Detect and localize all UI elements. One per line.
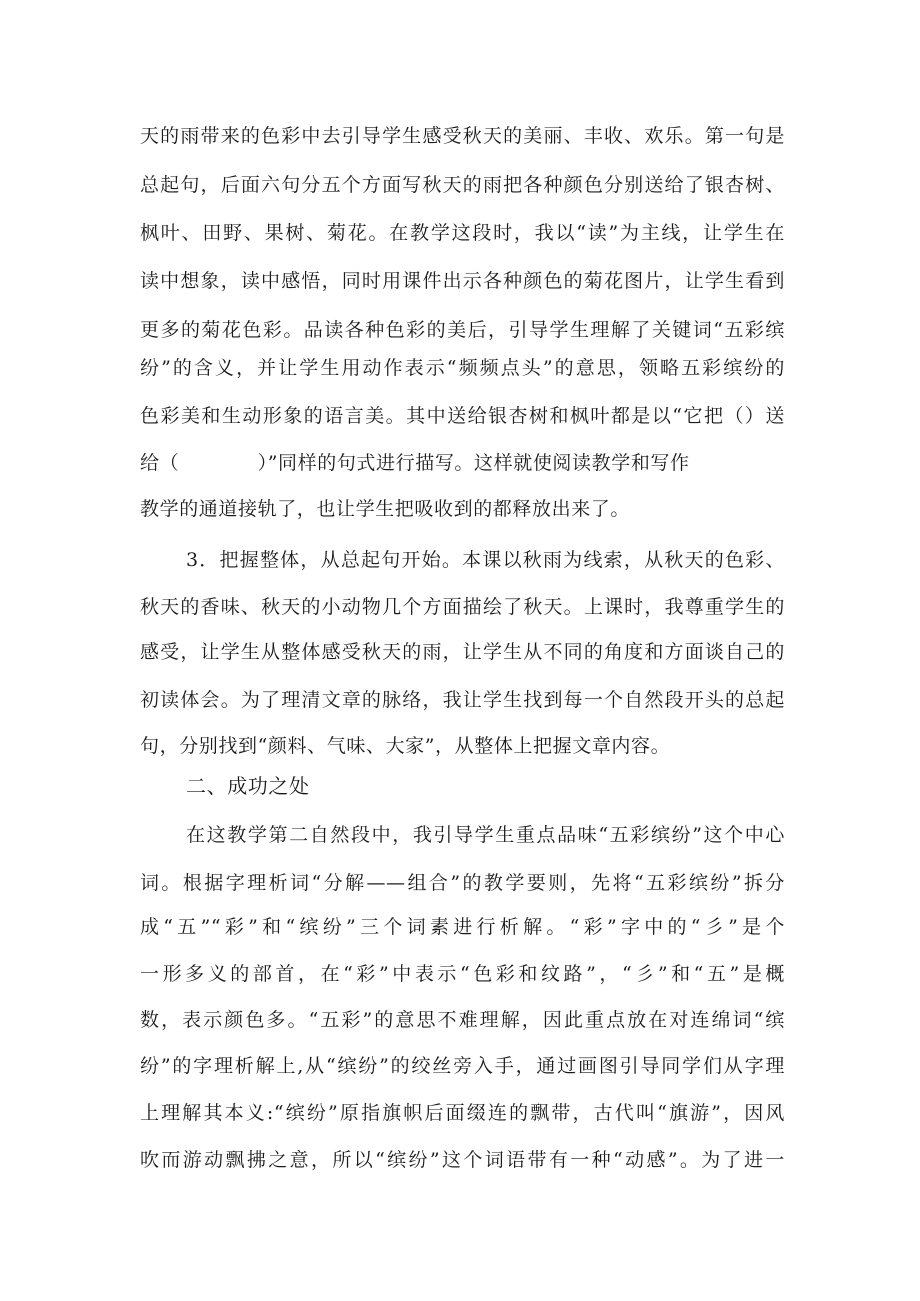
text-line: 更多的菊花色彩。品读各种色彩的美后，引导学生理解了关键词“五彩缤 — [140, 319, 785, 341]
text-line: 感受，让学生从整体感受秋天的雨，让学生从不同的角度和方面谈自己的 — [140, 641, 785, 663]
text-line: 教学的通道接轨了，也让学生把吸收到的都释放出来了。 — [140, 498, 631, 520]
paragraph-start: 在这教学第二自然段中，我引导学生重点品味“五彩缤纷”这个中心 — [186, 824, 785, 846]
text-line: 吹而游动飘拂之意，所以“缤纷”这个词语带有一种“动感”。为了进一 — [140, 1149, 785, 1171]
text-line: 数，表示颜色多。“五彩”的意思不难理解，因此重点放在对连绵词“缤 — [140, 1009, 785, 1031]
text-line: 一形多义的部首，在“彩”中表示“色彩和纹路”，“彡”和“五”是概 — [140, 963, 785, 985]
text-line: 纷”的含义，并让学生用动作表示“频频点头”的意思，领略五彩缤纷的 — [140, 357, 785, 379]
text-line: 成“五”“彩”和“缤纷”三个词素进行析解。“彩”字中的“彡”是个 — [140, 916, 785, 938]
text-line: 枫叶、田野、果树、菊花。在教学这段时，我以“读”为主线，让学生在 — [140, 222, 785, 244]
text-line: 上理解其本义:“缤纷”原指旗帜后面缀连的飘带，古代叫“旗游”，因风 — [140, 1102, 785, 1124]
text-line: 句，分别找到“颜料、气味、大家”，从整体上把握文章内容。 — [140, 735, 671, 757]
text-line: 色彩美和生动形象的语言美。其中送给银杏树和枫叶都是以“它把（）送 — [140, 405, 785, 427]
text-line: 初读体会。为了理清文章的脉络，我让学生找到每一个自然段开头的总起 — [140, 689, 785, 711]
text-line: 秋天的香味、秋天的小动物几个方面描绘了秋天。上课时，我尊重学生的 — [140, 596, 785, 618]
text-line: 天的雨带来的色彩中去引导学生感受秋天的美丽、丰收、欢乐。第一句是 — [140, 125, 785, 147]
text-line: 词。根据字理析词“分解——组合”的教学要则，先将“五彩缤纷”拆分 — [140, 872, 785, 894]
section-heading: 二、成功之处 — [186, 774, 310, 798]
text-line: 给（ ）”同样的句式进行描写。这样就使阅读教学和写作 — [140, 452, 690, 474]
text-line: 读中想象，读中感悟，同时用课件出示各种颜色的菊花图片，让学生看到 — [140, 270, 785, 292]
numbered-paragraph-start: 3．把握整体，从总起句开始。本课以秋雨为线索，从秋天的色彩、 — [186, 549, 785, 571]
text-line: 纷”的字理析解上,从“缤纷”的绞丝旁入手，通过画图引导同学们从字理 — [140, 1055, 785, 1077]
text-line: 总起句，后面六句分五个方面写秋天的雨把各种颜色分别送给了银杏树、 — [140, 174, 785, 196]
